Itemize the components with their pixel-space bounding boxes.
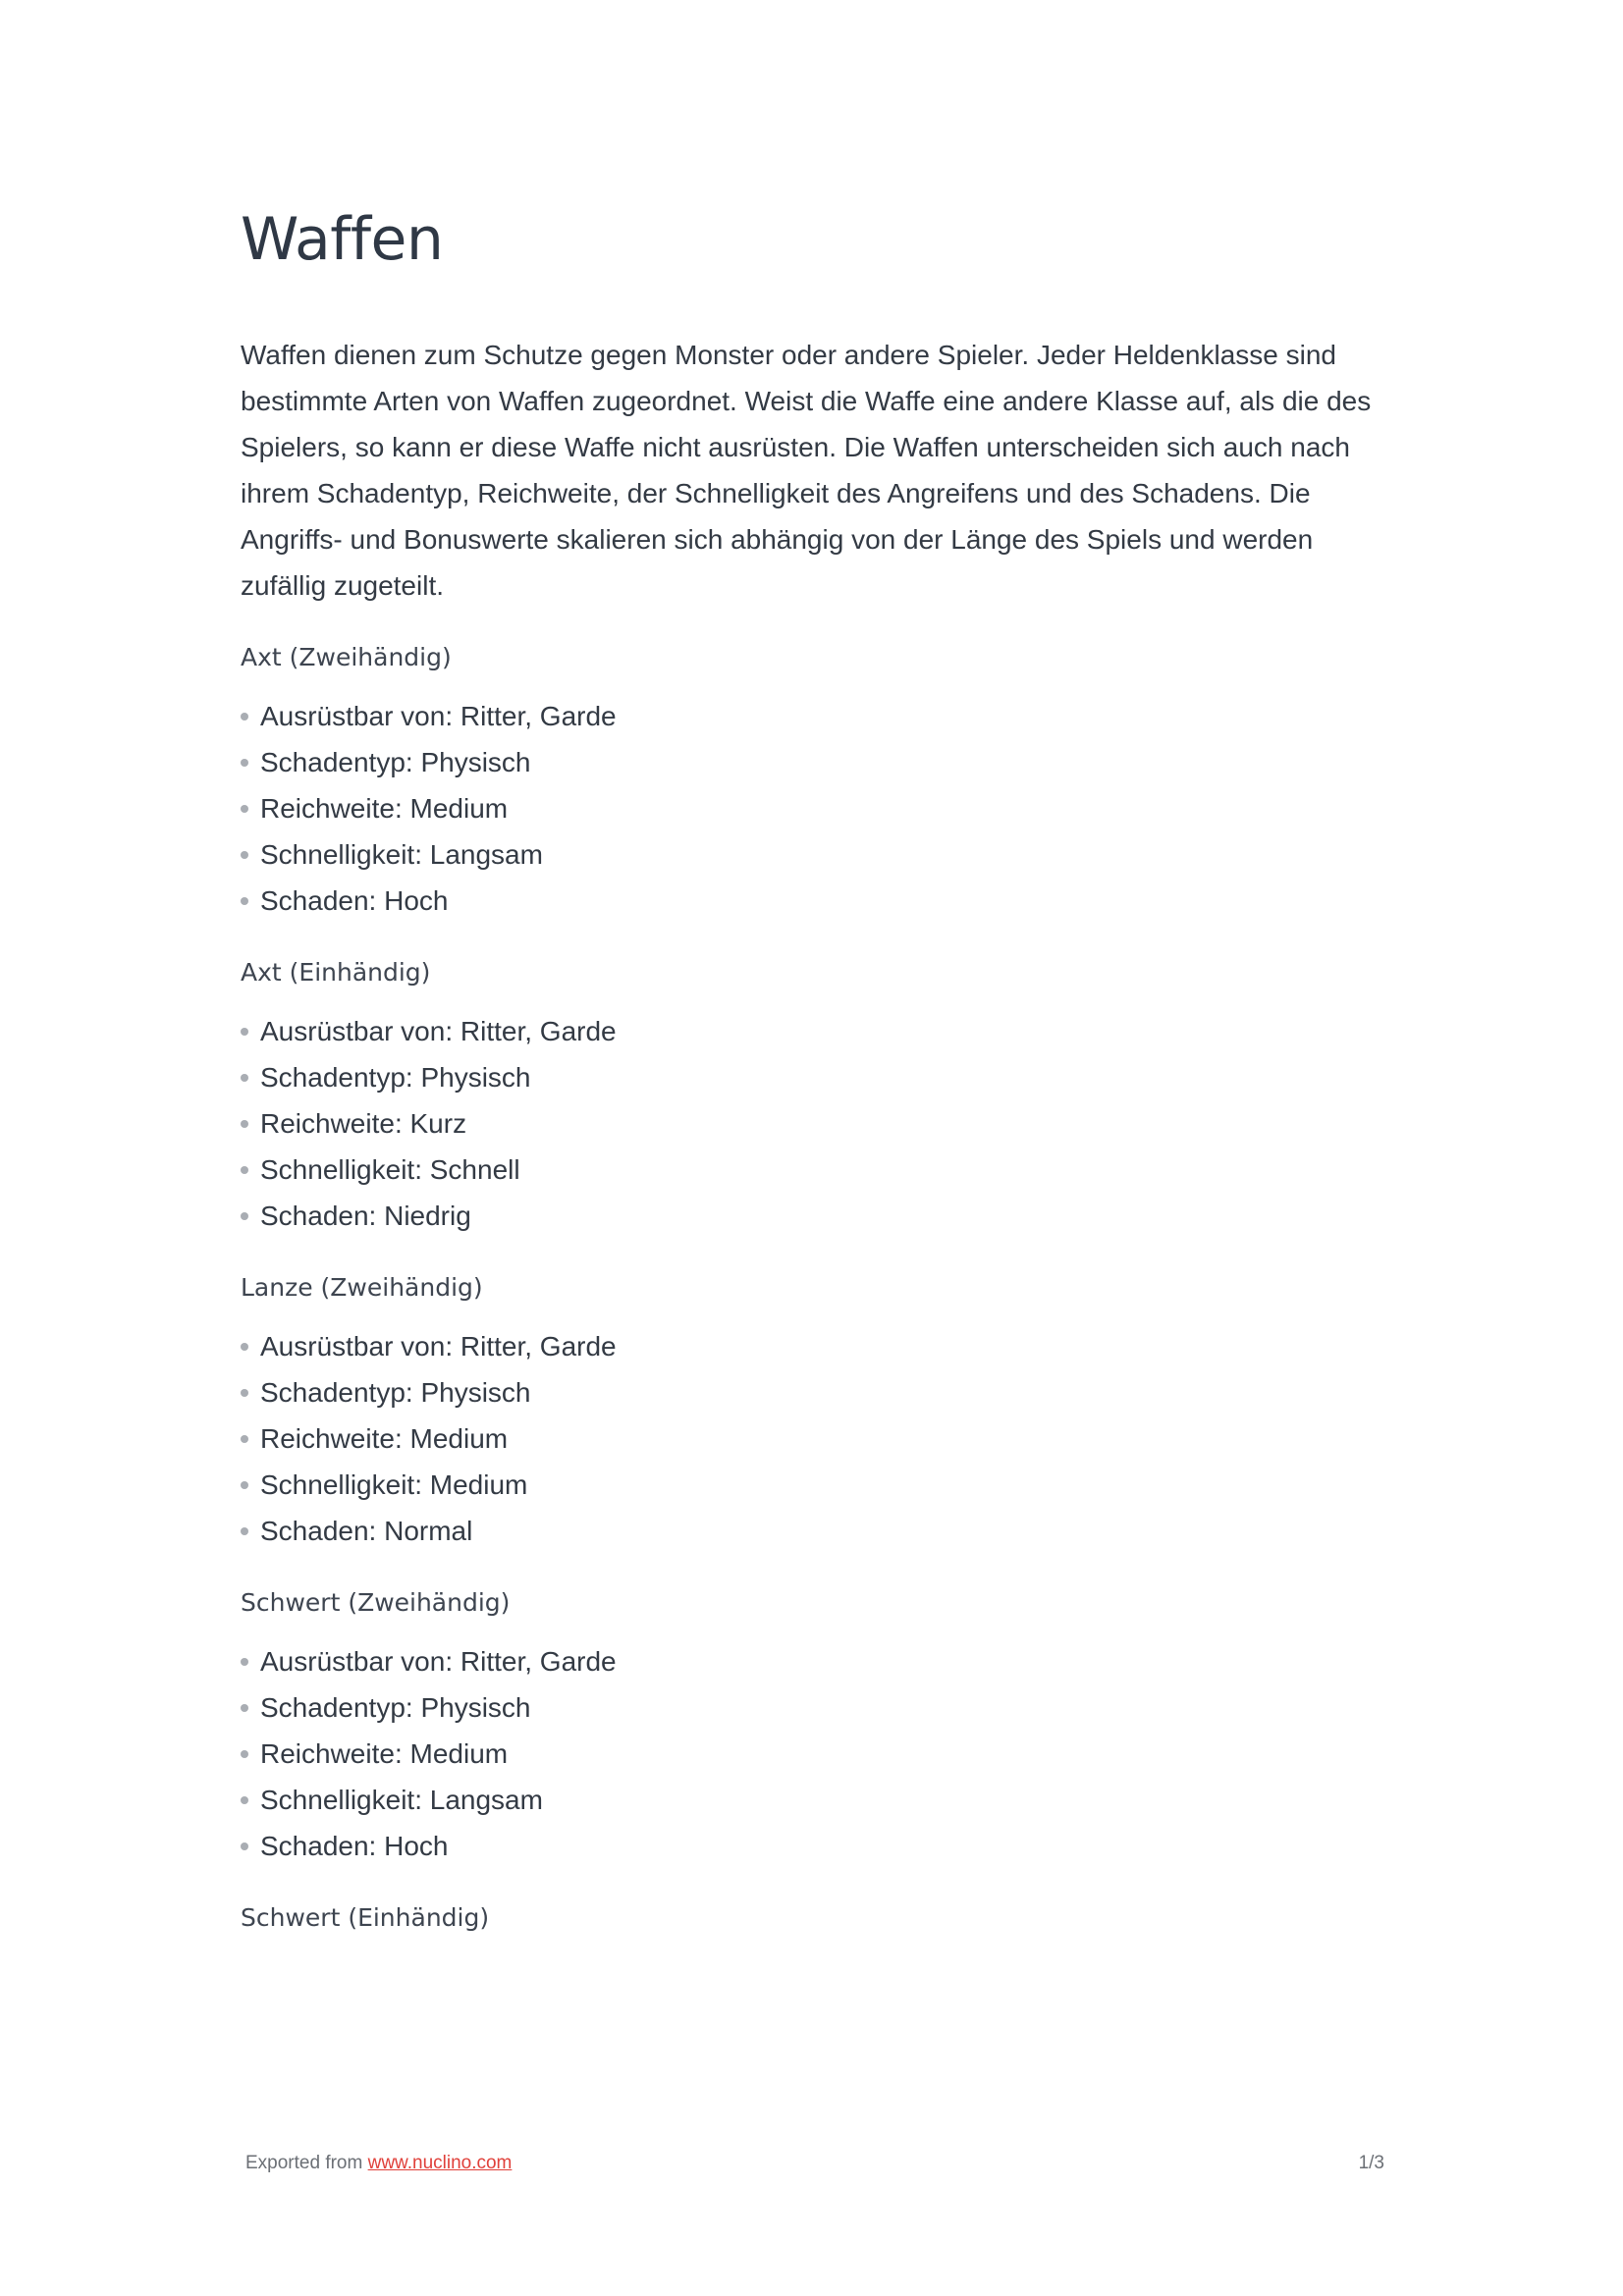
list-item-text: Schnelligkeit: Schnell — [260, 1154, 520, 1185]
list-item — [241, 1369, 1380, 1415]
list-item-text: Ausrüstbar von: Ritter, Garde — [260, 1331, 617, 1362]
list-item-text: Schnelligkeit: Langsam — [260, 1785, 543, 1815]
section-heading: Schwert (Zweihändig) — [241, 1588, 511, 1617]
section-heading: Lanze (Zweihändig) — [241, 1273, 483, 1302]
bullet-dot-icon — [241, 1166, 248, 1174]
weapon-section — [241, 953, 1380, 1239]
list-item-text: Schaden: Hoch — [260, 1831, 449, 1861]
bullet-dot-icon — [241, 1343, 248, 1351]
weapon-attribute-list — [241, 1323, 1380, 1554]
weapon-section — [241, 1583, 1380, 1869]
list-item-text: Schadentyp: Physisch — [260, 747, 531, 777]
list-item-text: Ausrüstbar von: Ritter, Garde — [260, 1646, 617, 1677]
list-item — [241, 785, 1380, 831]
bullet-dot-icon — [241, 1658, 248, 1666]
footer-export-note — [245, 2153, 512, 2174]
list-item-text: Reichweite: Medium — [260, 1738, 509, 1769]
list-item-text: Reichweite: Medium — [260, 793, 509, 824]
section-heading: Axt (Zweihändig) — [241, 643, 452, 671]
list-item — [241, 1323, 1380, 1369]
bullet-dot-icon — [241, 897, 248, 905]
section-heading: Schwert (Einhändig) — [241, 1903, 490, 1932]
section-heading: Axt (Einhändig) — [241, 958, 431, 987]
weapon-section — [241, 1898, 1380, 1938]
list-item — [241, 1638, 1380, 1684]
bullet-dot-icon — [241, 1527, 248, 1535]
list-item — [241, 1823, 1380, 1869]
sections-container — [241, 638, 1380, 1938]
list-item-text: Schaden: Hoch — [260, 885, 449, 916]
bullet-dot-icon — [241, 759, 248, 767]
list-item-text: Schadentyp: Physisch — [260, 1377, 531, 1408]
list-item-text: Ausrüstbar von: Ritter, Garde — [260, 1016, 617, 1046]
list-item — [241, 1415, 1380, 1462]
footer-export-prefix: Exported from — [245, 2153, 368, 2173]
weapon-section — [241, 638, 1380, 924]
weapon-section — [241, 1268, 1380, 1554]
list-item — [241, 1147, 1380, 1193]
bullet-dot-icon — [241, 1028, 248, 1036]
list-item-text: Schadentyp: Physisch — [260, 1692, 531, 1723]
list-item-text: Reichweite: Kurz — [260, 1108, 467, 1139]
document-content — [241, 196, 1380, 1938]
bullet-dot-icon — [241, 1389, 248, 1397]
weapon-attribute-list — [241, 1638, 1380, 1869]
list-item-text: Schnelligkeit: Medium — [260, 1469, 528, 1500]
list-item-text: Schadentyp: Physisch — [260, 1062, 531, 1093]
weapon-attribute-list — [241, 1008, 1380, 1239]
bullet-dot-icon — [241, 1212, 248, 1220]
bullet-dot-icon — [241, 1796, 248, 1804]
list-item — [241, 1731, 1380, 1777]
bullet-dot-icon — [241, 1120, 248, 1128]
list-item-text: Schaden: Niedrig — [260, 1201, 471, 1231]
page-number: 1/3 — [1358, 2153, 1384, 2173]
bullet-dot-icon — [241, 1435, 248, 1443]
list-item — [241, 1008, 1380, 1054]
list-item — [241, 739, 1380, 785]
list-item — [241, 1054, 1380, 1100]
list-item-text: Schaden: Normal — [260, 1516, 473, 1546]
bullet-dot-icon — [241, 805, 248, 813]
list-item — [241, 1777, 1380, 1823]
list-item — [241, 1100, 1380, 1147]
bullet-dot-icon — [241, 1481, 248, 1489]
list-item-text: Reichweite: Medium — [260, 1423, 509, 1454]
nuclino-link[interactable]: www.nuclino.com — [367, 2153, 513, 2173]
list-item-text: Schnelligkeit: Langsam — [260, 839, 543, 870]
list-item — [241, 1193, 1380, 1239]
weapon-attribute-list — [241, 693, 1380, 924]
list-item — [241, 1462, 1380, 1508]
bullet-dot-icon — [241, 1074, 248, 1082]
bullet-dot-icon — [241, 1750, 248, 1758]
list-item — [241, 878, 1380, 924]
list-item — [241, 1508, 1380, 1554]
page-title: Waffen — [241, 205, 444, 274]
bullet-dot-icon — [241, 851, 248, 859]
bullet-dot-icon — [241, 1704, 248, 1712]
list-item — [241, 831, 1380, 878]
bullet-dot-icon — [241, 1842, 248, 1850]
intro-paragraph: Waffen dienen zum Schutze gegen Monster oder andere Spieler. Jeder Heldenklasse sind bestimmte Arten von Waffen zugeordnet. Weist die Waffe eine andere Klasse auf, als die des Spielers, so kann er diese Waffe nicht ausrüsten. Die Waffen unterscheiden sich auch nach ihrem Schadentyp, Reichweite, der Schnelligkeit des Angreifens und des Schadens. Die Angriffs- und Bonuswerte skalieren sich abhängig von der Länge des Spiels und werden zufällig zugeteilt. — [241, 340, 1372, 601]
bullet-dot-icon — [241, 713, 248, 721]
list-item-text: Ausrüstbar von: Ritter, Garde — [260, 701, 617, 731]
list-item — [241, 693, 1380, 739]
list-item — [241, 1684, 1380, 1731]
